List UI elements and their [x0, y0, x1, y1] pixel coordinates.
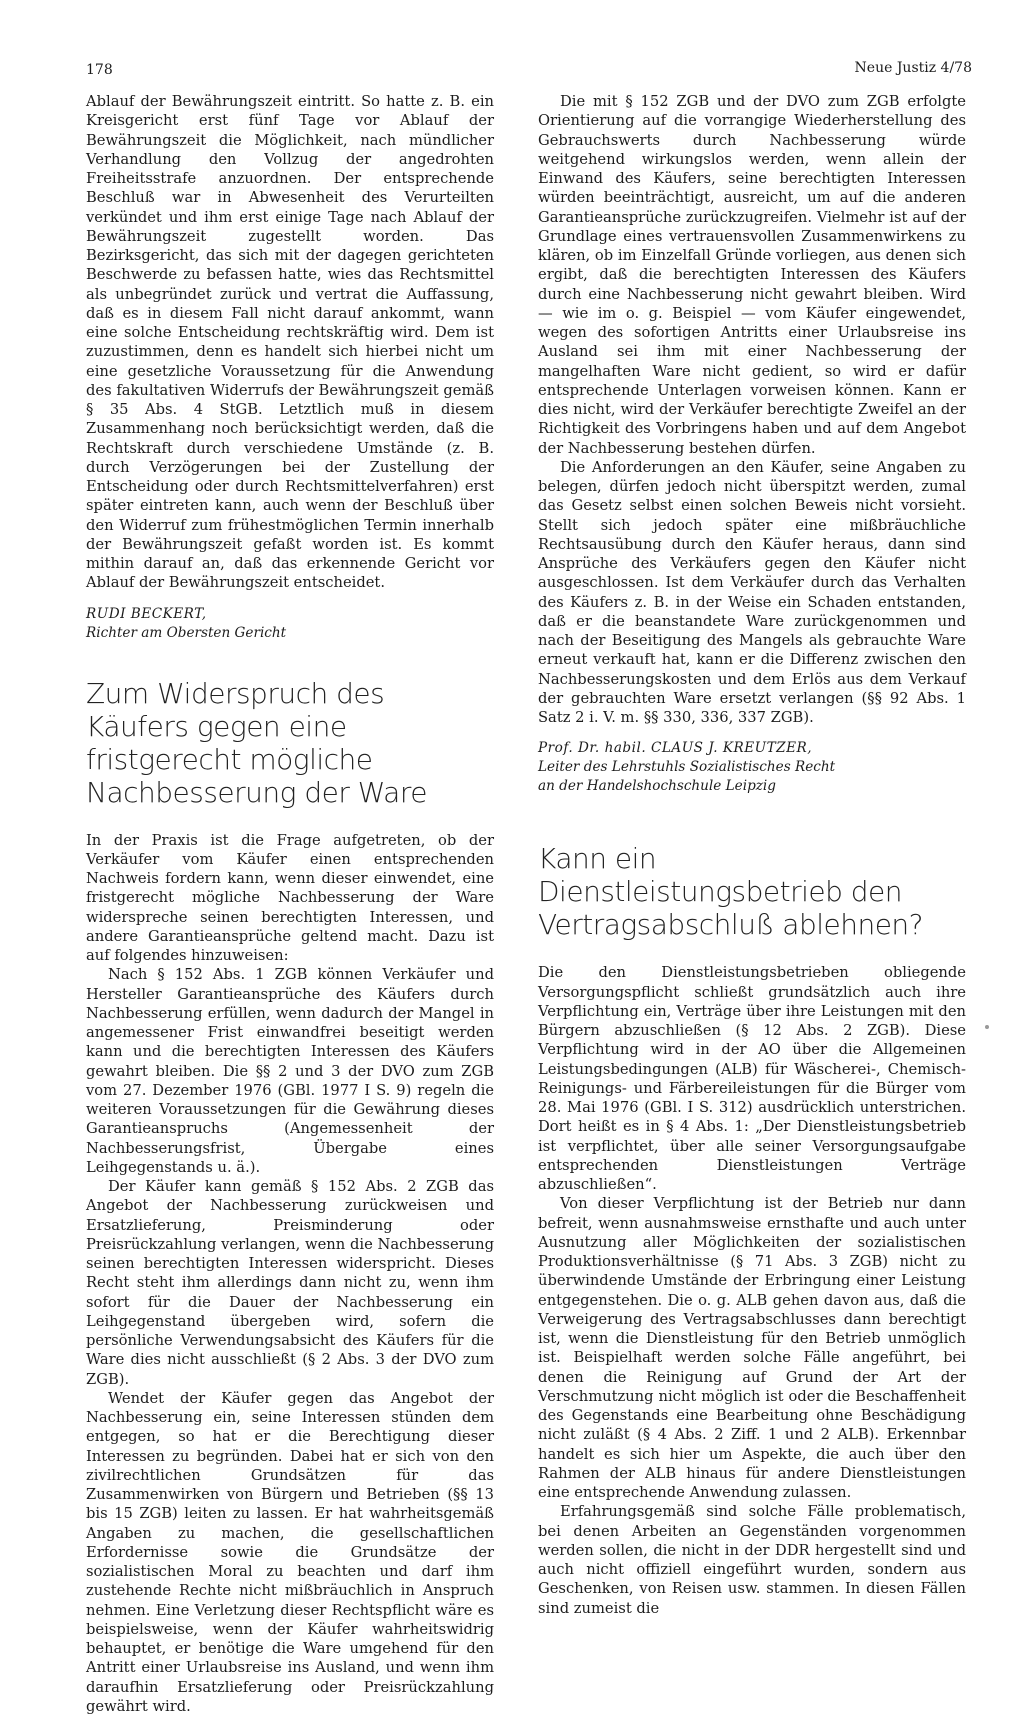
page-number: 178 — [86, 62, 113, 78]
author-signature — [538, 739, 966, 796]
left-column — [86, 92, 494, 1716]
paragraph: Erfahrungsgemäß sind solche Fälle problematisch, bei denen Arbeiten an Gegenständen vorgenommen werden sollen, die nicht in der DDR hergestellt sind und auch nicht offiziell eingeführt wurden, sondern aus Geschenken, von Reisen usw. stammen. In diesen Fällen sind zumeist die — [538, 1503, 966, 1617]
scan-speck — [985, 1025, 989, 1029]
author-title: Richter am Obersten Gericht — [86, 624, 287, 641]
author-signature — [86, 605, 494, 643]
paragraph: In der Praxis ist die Frage aufgetreten, ob der Verkäufer vom Käufer einen entsprechenden Nachweis fordern kann, wenn dieser einwendet, eine fristgerecht mögliche Nachbesserung der Ware widerspreche seinen berechtigten Interessen, und andere Garantieansprüche geltend macht. Dazu ist auf folgendes hinzuweisen: — [86, 831, 494, 964]
journal-issue: Neue Justiz 4/78 — [854, 60, 972, 76]
author-name: RUDI BECKERT, — [86, 605, 207, 622]
paragraph: Der Käufer kann gemäß § 152 Abs. 2 ZGB das Angebot der Nachbesserung zurückweisen und Ersatzlieferung, Preisminderung oder Preisrückzahlung verlangen, wenn die Nachbesserung seinen berechtigten Interessen widerspricht. Dieses Recht steht ihm allerdings dann nicht zu, wenn ihm sofort für die Dauer der Nachbesserung ein Leihgegenstand übergeben wird, sofern die persönliche Verwendungsabsicht des Käufers für die Ware dies nicht ausschließt (§ 2 Abs. 3 der DVO zum ZGB). — [86, 1178, 494, 1388]
paragraph: Die mit § 152 ZGB und der DVO zum ZGB erfolgte Orientierung auf die vorrangige Wiederherstellung des Gebrauchswerts durch Nachbesserung würde weitgehend wirkungslos werden, wenn allein der Einwand des Käufers, seine berechtigten Interessen würden beeinträchtigt, ausreicht, um auf die anderen Garantieansprüche zurückzugreifen. Vielmehr ist auf der Grundlage eines vertrauensvollen Zusammenwirkens zu klären, ob im Einzelfall Gründe vorliegen, aus denen sich ergibt, daß die berechtigten Interessen des Käufers durch eine Nachbesserung nicht gewahrt bleiben. Wird — wie im o. g. Beispiel — vom Käufer eingewendet, wegen des sofortigen Antritts einer Urlaubsreise ins Ausland sei ihm mit einer Nachbesserung der mangelhaften Ware nicht gedient, so wird er dafür entsprechende Unterlagen vorweisen können. Kann er dies nicht, wird der Verkäufer berechtigte Zweifel an der Richtigkeit des Vorbringens haben und auf dem Angebot der Nachbesserung bestehen dürfen. — [538, 93, 966, 457]
right-column — [538, 92, 966, 1618]
author-title: Leiter des Lehrstuhls Sozialistisches Recht — [538, 759, 836, 776]
author-name: Prof. Dr. habil. CLAUS J. KREUTZER, — [538, 740, 813, 757]
paragraph: Von dieser Verpflichtung ist der Betrieb nur dann befreit, wenn ausnahmsweise ernsthafte und auch unter Ausnutzung aller Möglichkeiten der sozialistischen Produktionsverhältnisse (§ 71 Abs. 3 ZGB) nicht zu überwindende Umstände der Erbringung einer Leistung entgegenstehen. Die o. g. ALB gehen davon aus, daß die Verweigerung des Vertragsabschlusses dann berechtigt ist, wenn die Dienstleistung für den Betrieb unmöglich ist. Beispielhaft werden solche Fälle angeführt, bei denen die Reinigung auf Grund der Art der Verschmutzung nicht möglich ist oder die Beschaffenheit des Gegenstands eine Bearbeitung ohne Beschädigung nicht zuläßt (§ 4 Abs. 2 Ziff. 1 und 2 ALB). Erkennbar handelt es sich hier um Aspekte, die auch über den Rahmen der ALB hinaus für andere Dienstleistungen eine entsprechende Anwendung zulassen. — [538, 1195, 966, 1501]
paragraph: Die Anforderungen an den Käufer, seine Angaben zu belegen, dürfen jedoch nicht überspitzt werden, zumal das Gesetz selbst einen solchen Beweis nicht vorsieht. Stellt sich jedoch später eine mißbräuchliche Rechtsausübung durch den Käufer heraus, dann sind Ansprüche des Verkäufers gegen den Käufer nicht ausgeschlossen. Ist dem Verkäufer durch das Verhalten des Käufers z. B. in der Weise ein Schaden entstanden, daß er die beanstandete Ware zurückgenommen und nach der Beseitigung des Mangels als gebrauchte Ware erneut verkauft hat, kann er die Differenz zwischen den Nachbesserungskosten und dem Erlös aus dem Verkauf der gebrauchten Ware ersetzt verlangen (§§ 92 Abs. 1 Satz 2 i. V. m. §§ 330, 336, 337 ZGB). — [538, 458, 966, 726]
paragraph: Ablauf der Bewährungszeit eintritt. So hatte z. B. ein Kreisgericht erst fünf Tage vor Ablauf der Bewährungszeit die Möglichkeit, nach mündlicher Verhandlung den Vollzug der angedrohten Freiheitsstrafe anzuordnen. Der entsprechende Beschluß war in Abwesenheit des Verurteilten verkündet und ihm erst einige Tage nach Ablauf der Bewährungszeit zugestellt worden. Das Bezirksgericht, das sich mit der dagegen gerichteten Beschwerde zu befassen hatte, wies das Rechtsmittel als unbegründet zurück und vertrat die Auffassung, daß es in diesem Fall nicht darauf ankommt, wann eine solche Entscheidung rechtskräftig wird. Dem ist zuzustimmen, denn es handelt sich hierbei nicht um eine gesetzliche Voraussetzung für die Anwendung des fakultativen Widerrufs der Bewährungszeit gemäß § 35 Abs. 4 StGB. Letztlich muß in diesem Zusammenhang noch berücksichtigt werden, daß die Rechtskraft durch verschiedene Umstände (z. B. durch Verzögerungen bei der Zustellung der Entscheidung oder durch Rechtsmittelverfahren) erst später eintreten kann, auch wenn der Beschluß über den Widerruf zum frühestmöglichen Termin innerhalb der Bewährungszeit gefaßt worden ist. Es kommt mithin darauf an, daß das erkennende Gericht vor Ablauf der Bewährungszeit entscheidet. — [86, 93, 494, 592]
paragraph: Wendet der Käufer gegen das Angebot der Nachbesserung ein, seine Interessen stünden dem entgegen, so hat er die Berechtigung dieser Interessen zu begründen. Dabei hat er sich von den zivilrechtlichen Grundsätzen für das Zusammenwirken von Bürgern und Betrieben (§§ 13 bis 15 ZGB) leiten zu lassen. Er hat wahrheitsgemäß Angaben zu machen, die gesellschaftlichen Erfordernisse sowie die Grundsätze der sozialistischen Moral zu beachten und darf ihm zustehende Rechte nicht mißbräuchlich in Anspruch nehmen. Eine Verletzung dieser Rechtspflicht wäre es beispielsweise, wenn der Käufer wahrheitswidrig behauptet, er benötige die Ware umgehend für den Antritt einer Urlaubsreise ins Ausland, und wenn ihm daraufhin Ersatzlieferung oder Preisrückzahlung gewährt wird. — [86, 1389, 494, 1715]
paragraph: Nach § 152 Abs. 1 ZGB können Verkäufer und Hersteller Garantieansprüche des Käufers durch Nachbesserung erfüllen, wenn dadurch der Mangel in angemessener Frist einwandfrei beseitigt werden kann und die berechtigten Interessen des Käufers gewahrt bleiben. Die §§ 2 und 3 der DVO zum ZGB vom 27. Dezember 1976 (GBl. 1977 I S. 9) regeln die weiteren Voraussetzungen für die Gewährung dieses Garantieanspruchs (Angemessenheit der Nachbesserungsfrist, Übergabe eines Leihgegenstands u. ä.). — [86, 966, 494, 1176]
article-title: Zum Widerspruch des Käufers gegen eine fristgerecht mögliche Nachbesserung der Ware — [86, 676, 427, 809]
author-affiliation: an der Handelshochschule Leipzig — [538, 778, 776, 795]
article-title: Kann ein Dienstleistungsbetrieb den Vertragsabschluß ablehnen? — [538, 842, 924, 942]
paragraph: Die den Dienstleistungsbetrieben obliegende Versorgungspflicht schließt grundsätzlich auch ihre Verpflichtung ein, Verträge über ihre Leistungen mit den Bürgern abzuschließen (§ 12 Abs. 2 ZGB). Diese Verpflichtung wird in der AO über die Allgemeinen Leistungsbedingungen (ALB) für Wäscherei-, Chemisch-Reinigungs- und Färbereileistungen für die Bürger vom 28. Mai 1976 (GBl. I S. 312) ausdrücklich unterstrichen. Dort heißt es in § 4 Abs. 1: „Der Dienstleistungsbetrieb ist verpflichtet, über alle seiner Versorgungsaufgabe entsprechenden Dienstleistungen Verträge abzuschließen“. — [538, 964, 966, 1193]
